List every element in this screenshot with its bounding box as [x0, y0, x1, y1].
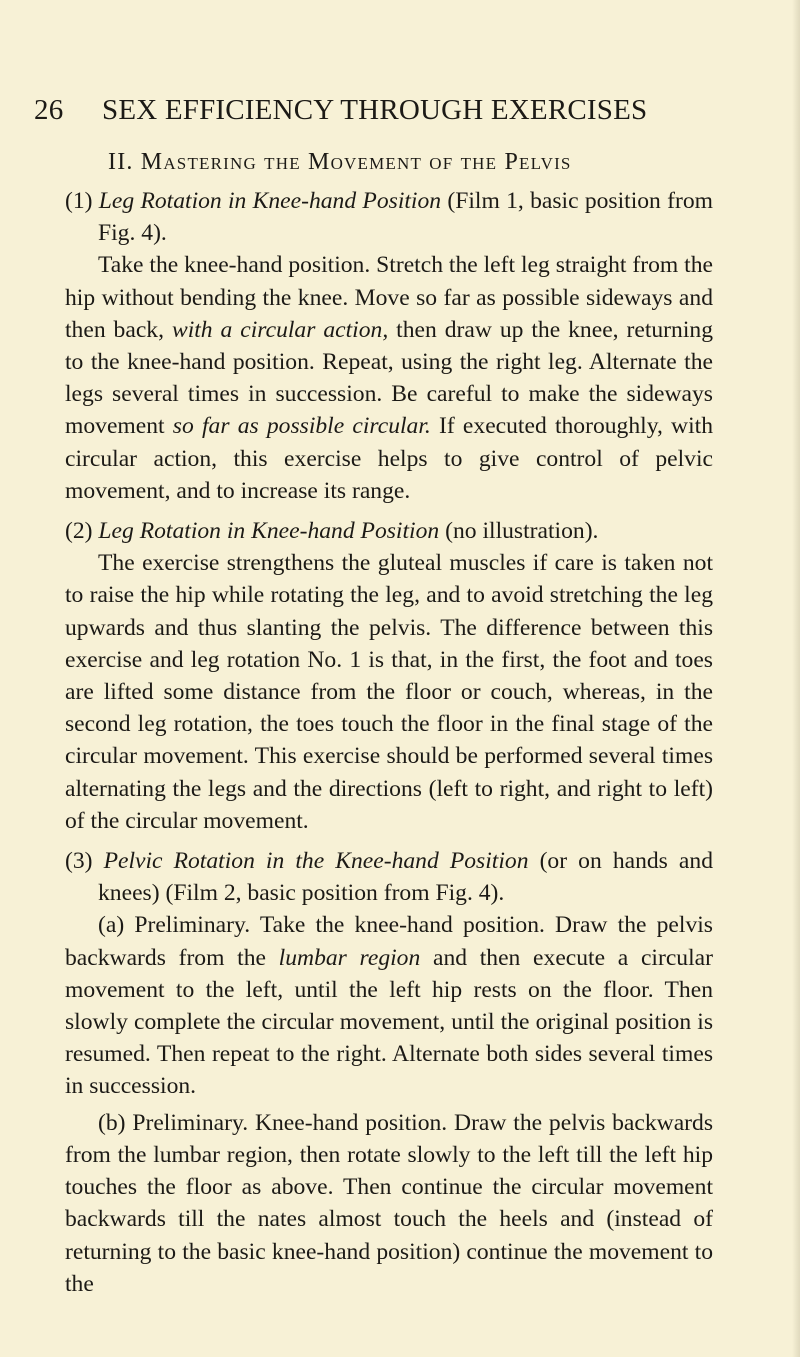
paragraph-text: then draw up the knee, returning to the knee-hand position. Repeat, using the right leg. Alternate the legs several times in succession. Be careful to make the sideways movement	[65, 316, 713, 440]
emphasis-text: so far as possible circular.	[172, 413, 431, 440]
exercise-title: Pelvic Rotation in the Knee-hand Position	[103, 848, 529, 875]
exercise-description-1	[65, 249, 713, 507]
exercise-note: (Film 1, basic position from Fig. 4).	[98, 188, 713, 247]
subsection-label: (b)	[98, 1109, 126, 1136]
exercise-subsection-b	[65, 1107, 713, 1300]
subsection-label: (a)	[98, 912, 125, 939]
page-edge-shadow	[792, 0, 800, 1357]
emphasis-text: with a circular action,	[171, 316, 389, 343]
exercise-number: (3)	[65, 848, 93, 875]
paragraph-text: and then execute a circular movement to the left, until the left hip rests on the floor. Then slowly complete the circular movement, until the original position is resumed. Then repeat to the right. Alternate both sides several times in succession.	[65, 944, 713, 1100]
exercise-note: (no illustration).	[445, 518, 599, 545]
exercise-description-2: The exercise strengthens the gluteal muscles if care is taken not to raise the hip while rotating the leg, and to avoid stretching the leg upwards and thus slanting the pelvis. The difference between this exercise and leg rotation No. 1 is that, in the first, the foot and toes are lifted some distance from the floor or couch, whereas, in the second leg rotation, the toes touch the floor in the final stage of the circular movement. This exercise should be performed several times alternating the legs and the directions (left to right, and right to left) of the circular movement.	[65, 550, 713, 834]
paragraph-text: Preliminary. Take the knee-hand position. Draw the pelvis backwards from the	[65, 912, 713, 971]
emphasis-text: lumbar region	[278, 944, 421, 971]
exercise-number: (2)	[65, 518, 93, 545]
running-title: SEX EFFICIENCY THROUGH EXERCISES	[102, 94, 648, 126]
page-body	[65, 185, 713, 1300]
running-header	[34, 92, 774, 128]
exercise-number: (1)	[65, 188, 93, 214]
exercise-subsection-a	[65, 909, 713, 1102]
exercise-title: Leg Rotation in Knee-hand Position	[98, 188, 442, 214]
paragraph-text: Take the knee-hand position. Stretch the left leg straight from the hip without bending the knee. Move so far as possible sideways and then back,	[65, 252, 713, 343]
section-title: II. Mastering the Movement of the Pelvis	[108, 149, 572, 175]
paragraph-text: If executed thoroughly, with circular action, this exercise helps to give control of pelvic movement, and to increase its range.	[65, 413, 713, 504]
page-number: 26	[34, 94, 64, 126]
paragraph-text: Preliminary. Knee-hand position. Draw the pelvis backwards from the lumbar region, then rotate slowly to the left till the left hip touches the floor as above. Then continue the circular movement backwards till the nates almost touch the heels and (instead of returning to the basic knee-hand position) continue the movement to the	[65, 1109, 713, 1297]
exercise-heading-2	[65, 515, 713, 547]
exercise-note: (or on hands and knees) (Film 2, basic position from Fig. 4).	[98, 848, 713, 907]
exercise-title: Leg Rotation in Knee-hand Position	[98, 518, 440, 545]
exercise-heading-1	[65, 185, 713, 249]
exercise-heading-3	[65, 845, 713, 909]
